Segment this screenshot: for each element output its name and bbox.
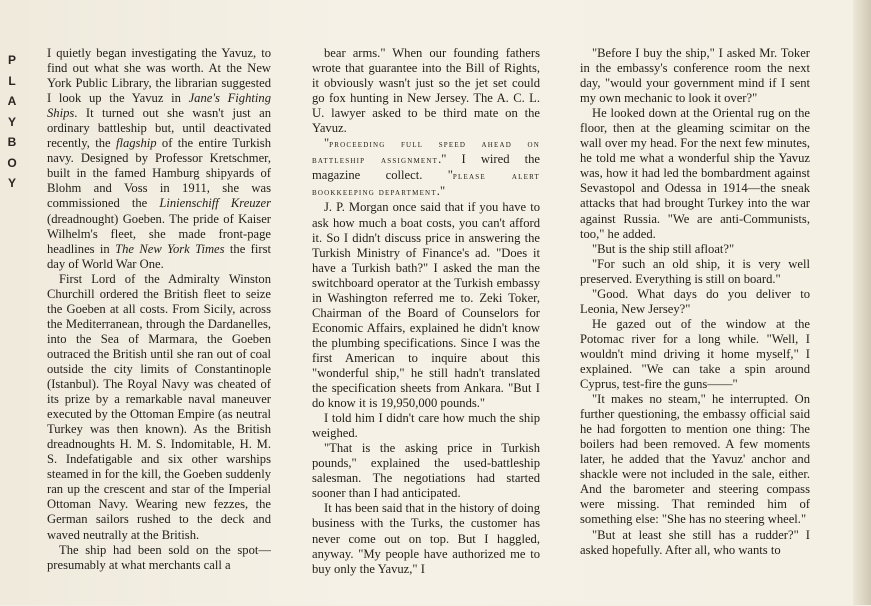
italic-title-text: The New York Times bbox=[115, 241, 225, 256]
text-run: "Good. What days do you deliver to Leonia, New Jersey?" bbox=[580, 286, 810, 316]
article-paragraph bbox=[312, 200, 540, 411]
text-run: "Before I buy the ship," I asked Mr. Toker in the embassy's conference room the next day, "would your government mind if I sent my own mechanic to look it over?" bbox=[580, 46, 810, 106]
text-run: " bbox=[324, 136, 330, 151]
text-run: "For such an old ship, it is very well preserved. Everything is still on board." bbox=[580, 256, 810, 286]
small-caps-telegram-text: proceeding full speed ahead on battleship assignment bbox=[312, 139, 540, 167]
text-run: First Lord of the Admiralty Winston Churchill ordered the British fleet to seize the Goeben at all costs. From Sicily, across the Mediterranean, through the Dardanelles, into the Sea of Marmara, the Goeben outraced the British until she ran out of coal outside the city limits of Constantinople (Istanbul). The Royal Navy was cheated of its prize by a remarkable naval maneuver executed by the Ottoman Empire (as neutral Turkey was then known). As the British dreadnoughts H. M. S. Indomitable, H. M. S. Indefatigable and six other warships steamed in for the kill, the Goeben suddenly ran up the crescent and star of the Imperial Ottoman Navy. Wearing new fezzes, the German sailors rushed to the deck and waved neutrally at the British. bbox=[47, 271, 271, 542]
article-paragraph bbox=[47, 46, 271, 272]
text-run: "That is the asking price in Turkish pounds," explained the used-battleship salesman. The negotiations had started sooner than I had anticipated. bbox=[312, 441, 540, 501]
article-paragraph bbox=[312, 441, 540, 501]
text-run: ." bbox=[436, 184, 446, 199]
text-run: He gazed out of the window at the Potomac river for a long while. "Well, I wouldn't mind driving it home myself," I explained. "We can take a spin around Cyprus, test-fire the guns——" bbox=[580, 316, 810, 392]
magazine-name-letter: A bbox=[7, 94, 17, 108]
text-run: He looked down at the Oriental rug on the floor, then at the gleaming scimitar on the wall over my head. For the next few minutes, he told me what a wonderful ship the Yavuz was, how it had led the bombardment against Sevastopol and Odessa in 1914—the sneak attacks that had brought Turkey into the war against Russia. "We are anti-Communists, too," he added. bbox=[580, 106, 810, 241]
magazine-name-letter: P bbox=[7, 53, 16, 67]
text-run: the first day of World War One. bbox=[47, 241, 271, 271]
magazine-name-letter: O bbox=[7, 155, 17, 170]
magazine-name-letter: B bbox=[7, 135, 17, 149]
article-paragraph bbox=[580, 106, 810, 241]
article-paragraph bbox=[580, 257, 810, 287]
text-run: The ship had been sold on the spot—presumably at what merchants call a bbox=[47, 542, 271, 572]
article-paragraph bbox=[47, 272, 271, 543]
magazine-name-vertical bbox=[3, 50, 21, 194]
text-run: "But is the ship still afloat?" bbox=[592, 241, 735, 256]
article-paragraph bbox=[580, 46, 810, 106]
small-caps-telegram-text: please alert bookkeeping department bbox=[312, 171, 540, 199]
article-column-right bbox=[580, 46, 810, 606]
text-run: of the entire Turkish navy. Designed by Professor Kretschmer, built in the famed Hamburg shipyards of Blohm and Voss in 1911, she was commissioned the bbox=[47, 136, 271, 211]
text-run: . It turned out she wasn't just an ordinary battleship but, until deactivated recently, the bbox=[47, 106, 271, 151]
article-paragraph bbox=[580, 317, 810, 392]
text-run: ." I wired the magazine collect. " bbox=[312, 152, 540, 183]
italic-title-text: Linienschiff Kreuzer bbox=[159, 196, 271, 211]
article-paragraph bbox=[580, 392, 810, 527]
article-column-left bbox=[47, 46, 271, 606]
article-paragraph bbox=[312, 136, 540, 200]
magazine-name-letter: Y bbox=[7, 114, 16, 129]
italic-title-text: Jane's Fighting Ships bbox=[47, 91, 271, 121]
text-run: "But at least she still has a rudder?" I asked hopefully. After all, who wants to bbox=[580, 527, 810, 557]
article-paragraph bbox=[47, 543, 271, 573]
text-run: I quietly began investigating the Yavuz, to find out what she was worth. At the New York Public Library, the librarian suggested I look up the Yavuz in bbox=[47, 46, 271, 106]
article-paragraph bbox=[580, 287, 810, 317]
article-paragraph bbox=[312, 411, 540, 441]
article-paragraph bbox=[312, 501, 540, 576]
text-run: bear arms." When our founding fathers wrote that guarantee into the Bill of Rights, it obviously wasn't just so the jet set could go fox hunting in New Jersey. The A. C. L. U. lawyer asked to be third mate on the Yavuz. bbox=[312, 46, 540, 136]
page-binding-edge bbox=[853, 0, 871, 605]
magazine-name-letter: Y bbox=[7, 176, 16, 190]
article-paragraph bbox=[580, 242, 810, 257]
text-run: I told him I didn't care how much the ship weighed. bbox=[312, 411, 540, 441]
text-run: It has been said that in the history of doing business with the Turks, the customer has never come out on top. But I haggled, anyway. "My people have authorized me to buy only the Yavuz," I bbox=[312, 501, 540, 576]
text-run: "It makes no steam," he interrupted. On further questioning, the embassy official said he had forgotten to mention one thing: The boilers had been removed. A few moments later, he added that the Yavuz' anchor and shackle were not included in the sale, either. And the barometer and steering compass were missing. That reminded him of something else: "She has no steering wheel." bbox=[580, 392, 810, 527]
text-run: (dreadnought) Goeben. The pride of Kaiser Wilhelm's fleet, she made front-page headlines in bbox=[47, 211, 271, 256]
article-paragraph bbox=[312, 46, 540, 136]
text-run: J. P. Morgan once said that if you have to ask how much a boat costs, you can't afford it. So I didn't discuss price in answering the Turkish Ministry of Finance's ad. "Does it have a Turkish bath?" I asked the man the switchboard operator at the Turkish embassy in Washington referred me to. Zeki Toker, Chairman of the Board of Counselors for Economic Affairs, explained he didn't know the plumbing specifications. Since I was the first American to inquire about this "wonderful ship," he still hadn't translated the specification sheets from Ankara. "But I do know it is 19,950,000 pounds." bbox=[312, 200, 540, 411]
magazine-name-letter: L bbox=[8, 73, 16, 88]
italic-title-text: flagship bbox=[115, 136, 157, 151]
article-paragraph bbox=[580, 528, 810, 558]
article-column-middle bbox=[312, 46, 540, 606]
